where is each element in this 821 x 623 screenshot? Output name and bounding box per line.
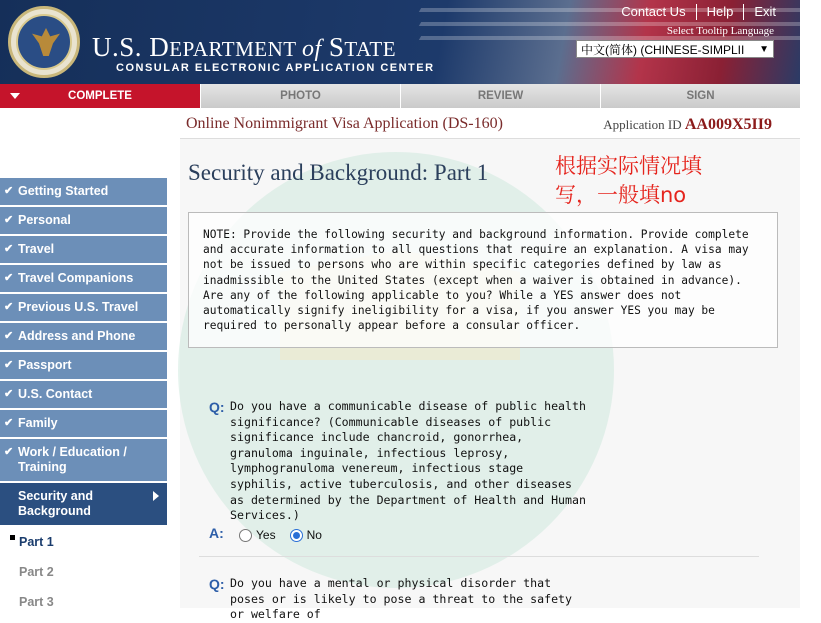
answer-label: A: [209,525,224,541]
eagle-icon [32,28,60,56]
sidebar-item-previous-us-travel[interactable]: ✔ Previous U.S. Travel [0,294,167,323]
yes-radio[interactable] [239,529,252,542]
red-annotation: 根据实际情况填 写，一般填no [555,154,702,207]
sidebar-subitem-part-1[interactable]: Part 1 [0,527,167,557]
yes-radio-label[interactable]: Yes [256,528,276,542]
triangle-down-icon [10,93,20,99]
question-text: Do you have a communicable disease of public health significance? (Communicable diseases of public significance include chancroid, gonorrhea, granuloma inguinale, infectious leprosy, lymphogranuloma venereum, infectious stage syphilis, active tuberculosis, and other diseases as determined by the Department of Health and Human Services.) [230,399,586,523]
check-icon: ✔ [4,417,14,429]
question-text: Do you have a mental or physical disorder that poses or is likely to pose a threat to the safety or welfare of [230,576,573,622]
check-icon: ✔ [4,359,14,371]
check-icon: ✔ [4,243,14,255]
check-icon: ✔ [4,330,14,342]
sidebar-item-travel[interactable]: ✔ Travel [0,236,167,265]
sidebar-item-us-contact[interactable]: ✔ U.S. Contact [0,381,167,410]
sidebar-item-security-background[interactable]: Security and Background [0,483,167,527]
progress-step-review: REVIEW [400,84,600,108]
top-nav [611,4,786,20]
chevron-down-icon: ▼ [759,43,769,55]
tooltip-language-select[interactable] [576,40,774,58]
exit-link[interactable]: Exit [743,4,786,20]
check-icon: ✔ [4,388,14,400]
sidebar-item-personal[interactable]: ✔ Personal [0,207,167,236]
page-title: Security and Background: Part 1 [188,160,489,185]
sidebar-item-passport[interactable]: ✔ Passport [0,352,167,381]
sidebar-subitem-part-3[interactable]: Part 3 [19,595,54,609]
sidebar-item-work-education[interactable]: ✔ Work / Education / Training [0,439,167,483]
sidebar-item-family[interactable]: ✔ Family [0,410,167,439]
question-label: Q: [209,399,225,415]
check-icon: ✔ [4,185,14,197]
check-icon: ✔ [4,214,14,226]
sidebar-subitem-part-2[interactable]: Part 2 [19,565,54,579]
application-id: Application ID AA009X5II9 [603,116,772,133]
progress-step-photo: PHOTO [200,84,400,108]
site-header [0,0,800,84]
language-select-value: 中文(简体) (CHINESE-SIMPLII [581,42,745,57]
check-icon: ✔ [4,446,14,458]
progress-step-sign: SIGN [600,84,800,108]
sidebar-item-address-and-phone[interactable]: ✔ Address and Phone [0,323,167,352]
department-subtitle: CONSULAR ELECTRONIC APPLICATION CENTER [116,62,435,74]
progress-bar [0,84,800,108]
help-link[interactable]: Help [696,4,744,20]
bullet-icon [10,535,15,540]
title-divider [180,138,800,139]
question-label: Q: [209,576,225,592]
sidebar-item-travel-companions[interactable]: ✔ Travel Companions [0,265,167,294]
no-radio[interactable] [290,529,303,542]
note-box: NOTE: Provide the following security and background information. Provide complete and accurate information to all questions that require an explanation. A visa may not be issued to persons who are within specific categories defined by law as inadmissible to the United States (except when a waiver is obtained in advance). Are any of the following applicable to you? While a YES answer does not automatically signify ineligibility for a visa, if you answer YES you may be required to personally appear before a consular officer. [188,212,778,348]
progress-step-complete: COMPLETE [0,84,200,108]
check-icon: ✔ [4,272,14,284]
no-radio-label[interactable]: No [306,528,322,542]
section-sidebar [0,178,167,617]
chevron-right-icon [153,491,159,501]
department-title: U.S. DEPARTMENT of STATE [92,32,397,62]
application-title: Online Nonimmigrant Visa Application (DS-160) [186,115,503,132]
tooltip-language-label: Select Tooltip Language [666,25,774,37]
question-divider [199,556,759,557]
check-icon: ✔ [4,301,14,313]
sidebar-item-getting-started[interactable]: ✔ Getting Started [0,178,167,207]
application-id-value: AA009X5II9 [684,116,772,133]
department-seal-logo[interactable] [8,6,80,78]
answer-radio-group [239,528,332,542]
contact-us-link[interactable]: Contact Us [621,4,686,19]
